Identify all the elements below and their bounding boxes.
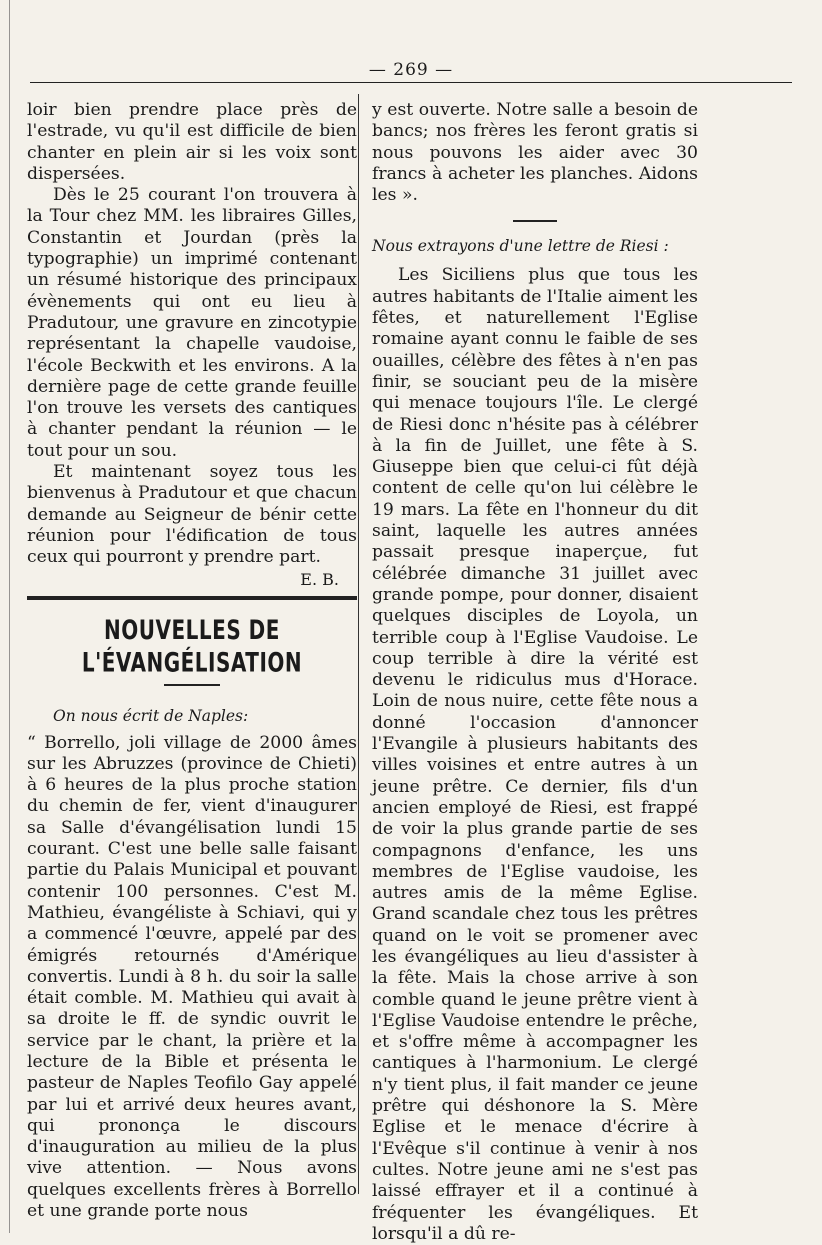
paragraph-bancs: y est ouverte. Notre salle a besoin de bancs; nos frères les feront gratis si nous pouvons les aider avec 30 francs à acheter les planches. Aidons les ». — [372, 100, 698, 206]
riesi-intro: Nous extrayons d'une lettre de Riesi : — [372, 237, 669, 256]
section-title: NOUVELLES DE L'ÉVANGÉLISATION — [81, 613, 303, 678]
right-column — [372, 100, 698, 1245]
page-number: — 269 — — [368, 60, 454, 80]
paragraph-imprime: Dès le 25 courant l'on trouvera à la Tour chez MM. les libraires Gilles, Constantin et Jourdan (près la typographie) un imprimé contenant un résumé historique des principaux évènements qui ont eu lieu à Pradutour, une gravure en zincotypie représentant la chapelle vaudoise, l'école Beckwith et les environs. A la dernière page de cette grande feuille l'on trouve les versets des cantiques à chanter pendant la réunion — le tout pour un sou. — [27, 185, 357, 461]
column-divider — [358, 94, 359, 1194]
title-underline — [164, 684, 220, 686]
paragraph-estrade: loir bien prendre place près de l'estrade, vu qu'il est difficile de bien chanter en plein air si les voix sont dispersées. — [27, 100, 357, 184]
header-rule — [30, 82, 792, 83]
naples-intro: On nous écrit de Naples: — [53, 706, 249, 725]
left-column — [27, 100, 357, 1222]
scan-edge-line — [9, 0, 10, 1233]
separator-dash — [513, 220, 557, 222]
paragraph-riesi: Les Siciliens plus que tous les autres habitants de l'Italie aiment les fêtes, et naturellement l'Eglise romaine ayant connu le faible de ses ouailles, célèbre des fêtes à n'en pas finir, se souciant peu de la misère qui menace toujours l'île. Le clergé de Riesi donc n'hésite pas à célébrer à la fin de Juillet, une fête à S. Giuseppe bien que celui-ci fût déjà content de celle qu'on lui célèbre le 19 mars. La fête en l'honneur du dit saint, laquelle les autres années passait presque inaperçue, fut célébrée dimanche 31 juillet avec grande pompe, pour donner, disaient quelques disciples de Loyola, un terrible coup à l'Eglise Vaudoise. Le coup terrible à dire la vérité est devenu le ridiculus mus d'Horace. Loin de nous nuire, cette fête nous a donné l'occasion d'annoncer l'Evangile à plusieurs habitants des villes voisines et entre autres à un jeune prêtre. Ce dernier, fils d'un ancien employé de Riesi, est frappé de voir la plus grande partie de ses compagnons d'enfance, les uns membres de l'Eglise vaudoise, les autres amis de la même Eglise. Grand scandale chez tous les prêtres quand on le voit se promener avec les évangéliques au lieu d'assister à la fête. Mais la chose arrive à son comble quand le jeune prêtre vient à l'Eglise Vaudoise entendre le prêche, et s'offre même à accompagner les cantiques à l'harmonium. Le clergé n'y tient plus, il fait mander ce jeune prêtre qui déshonore la S. Mère Eglise et le menace d'écrire à l'Evêque s'il continue à venir à nos cultes. Notre jeune ami ne s'est pas laissé effrayer et il a continué à fréquenter les évangéliques. Et lorsqu'il a dû re- — [372, 265, 698, 1244]
paragraph-bienvenus: Et maintenant soyez tous les bienvenus à Pradutour et que chacun demande au Seigneur de bénir cette réunion pour l'édification de tous ceux qui pourront y prendre part. — [27, 462, 357, 568]
section-rule — [27, 596, 357, 600]
page-header — [30, 58, 792, 86]
signature: E. B. — [300, 569, 339, 589]
paragraph-borrello: “ Borrello, joli village de 2000 âmes sur les Abruzzes (province de Chieti) à 6 heures de la plus proche station du chemin de fer, vient d'inaugurer sa Salle d'évangélisation lundi 15 courant. C'est une belle salle faisant partie du Palais Municipal et pouvant contenir 100 personnes. C'est M. Mathieu, évangéliste à Schiavi, qui y a commencé l'œuvre, appelé par des émigrés retournés d'Amérique convertis. Lundi à 8 h. du soir la salle était comble. M. Mathieu qui avait à sa droite le ff. de syndic ouvrit le service par le chant, la prière et la lecture de la Bible et présenta le pasteur de Naples Teofilo Gay appelé par lui et arrivé deux heures avant, qui prononça le discours d'inauguration au milieu de la plus vive attention. — Nous avons quelques excellents frères à Borrello et une grande porte nous — [27, 732, 357, 1222]
